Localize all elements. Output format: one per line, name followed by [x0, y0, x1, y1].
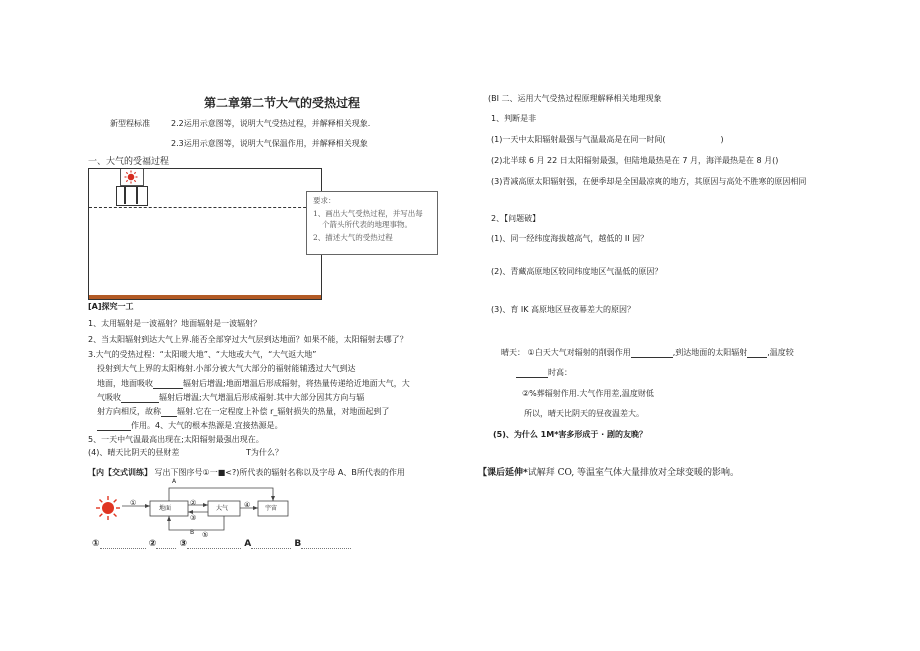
answer-label-b: B [294, 539, 302, 549]
requirement-2: 2、描述大气的受热过程 [313, 233, 393, 242]
sunny-2: 时高： [548, 368, 572, 377]
question-3-line-2 [97, 379, 410, 389]
judge-item-3: (3)青减高原太阳辐射强，在便季却是全国最凉爽的地方，其原因与高处不胜寒的原因相同 [491, 177, 807, 186]
blank-ground-absorb[interactable] [153, 388, 183, 389]
answer-label-2: ② [148, 539, 157, 549]
question-5: 5、一天中气温最高出现在;太阳辐射最强出现在。 [88, 435, 264, 444]
page-title: 第二章第二节大气的受热过程 [204, 96, 361, 110]
exercise-heading: 【内【交式训练】 [88, 468, 152, 477]
standard-2-3: 2.3运用示意图等，说明大气保温作用，并解释相关现象 [171, 139, 368, 148]
requirements-heading: 要求： [313, 196, 336, 205]
q3-line-4b: 辐射.它在一定程度上补偿 r_辐射损失的热量，对地面起到了 [177, 407, 390, 416]
requirements-box [306, 191, 438, 255]
judge-heading: 1、判断是非 [491, 114, 537, 123]
q3-line-2b: 辐射后增温;地面增温后形成辐射，将热量传递给近地面大气，大 [183, 379, 410, 388]
requirement-1-cont: 个箭头所代表的地理事物。 [322, 220, 412, 229]
sunny-line-1 [501, 348, 794, 358]
q3-line-5a: 作用。4、大气的根本热源是.宜接热源是。 [131, 421, 283, 430]
sunny-line-3: ②%葬辐射作用.大气作用差,温度财低 [522, 389, 654, 398]
answer-blank-a[interactable] [251, 548, 291, 549]
q3-line-3a: 气吸收 [97, 393, 121, 402]
bracket-divider-right [136, 187, 138, 204]
question-3-line-5 [97, 421, 283, 431]
diagram-atmosphere-label: 大气 [216, 505, 229, 512]
diagram-number-3: ③ [190, 514, 197, 522]
sunny-1a: ①白天大气对辐射的削弱作用 [527, 348, 631, 357]
sunny-line-4: 所以，晴天比阴天的昼夜温差大。 [524, 409, 644, 418]
standard-2-2: 2.2运用示意图等，说明大气受热过程，并解释相关现象. [171, 119, 371, 128]
question-6-why: T为什么？ [246, 448, 283, 457]
atmosphere-top-line [89, 207, 321, 208]
blank-air-absorb[interactable] [121, 402, 159, 403]
diagram-number-1: ① [130, 499, 137, 507]
drawing-area-box [88, 168, 322, 300]
problem-heading: 2、【问题破】 [491, 214, 541, 223]
answer-blank-1[interactable] [100, 548, 146, 549]
sun-icon-small [96, 496, 120, 520]
judge-item-1-close: ) [720, 135, 724, 144]
question-3: 3.大气的受热过程：“太阳暖大地”、“大地或大气，“大气返大地” [88, 350, 317, 359]
answer-blank-3[interactable] [187, 548, 241, 549]
diagram-label-a: A [172, 478, 177, 485]
bracket-frame [116, 186, 148, 206]
blank-temp-high[interactable] [516, 377, 548, 378]
extension-label: 【课后延伸* [478, 468, 528, 478]
sunny-label: 晴天： [501, 348, 525, 357]
judge-item-1 [491, 135, 724, 145]
explore-heading: [A]探究一工 [88, 302, 134, 311]
answer-blank-b[interactable] [301, 548, 351, 549]
problem-5: (5)、为什么 1M*害多形成于 · 剧的友晚？ [493, 430, 647, 439]
sunny-line-2 [516, 368, 572, 378]
blank-counter-radiation[interactable] [161, 416, 177, 417]
extension-line [478, 468, 739, 478]
diagram-number-5: ⑤ [202, 531, 209, 539]
problem-1: (1)、同一经纬度海拔越高气，越低的 II 因？ [491, 234, 649, 243]
blank-weakening[interactable] [631, 357, 673, 358]
exercise-text: 写出下图序号①一■<?)所代表的辐射名称以及字母 A、B所代表的作用 [154, 468, 405, 477]
blank-solar-arrival[interactable] [747, 357, 767, 358]
answer-label-a: A [244, 539, 252, 549]
diagram-number-2: ② [190, 499, 197, 507]
sunny-1c: ,温度较 [767, 348, 794, 357]
q3-line-4a: 射方向相反，故称 [97, 407, 161, 416]
question-3-line-1: 投射到大气上界的太阳梅射.小部分被大气大部分的福射能辅透过大气到达 [97, 364, 356, 373]
ground-strip [89, 295, 321, 299]
answer-row [92, 539, 351, 549]
diagram-number-4: ④ [244, 501, 251, 509]
q3-line-3b: 辐射后增温;大气增温后形成福射.其中大部分因其方向与辐 [159, 393, 365, 402]
section-heading-1: 一、大气的受福过程 [88, 157, 170, 167]
question-1: 1、太用辐射是一波福射？地面辐射是一波辐射？ [88, 319, 262, 328]
q3-line-2a: 地面，地面吸收 [97, 379, 153, 388]
question-3-line-4 [97, 407, 389, 417]
problem-3: (3)、育 IK 高原地区昼夜幕差大的原因？ [491, 305, 636, 314]
question-3-line-3 [97, 393, 364, 403]
diagram-ground-label: 地面 [159, 505, 172, 512]
blank-effect[interactable] [97, 430, 131, 431]
curriculum-label: 新型程标准 [110, 119, 150, 128]
diagram-space-label: 宇宙 [265, 505, 278, 512]
diagram-label-b: B [190, 529, 195, 536]
question-6: (4)、晴天比阴天的昼财差 [88, 448, 180, 457]
extension-text: 试解拜 CO, 等温室气体大量排放对全球变暖的影响。 [527, 468, 740, 478]
problem-2: (2)、青藏高原地区较同纬度地区气温低的原因？ [491, 267, 663, 276]
judge-item-1-text: (1)一天中太阳辐射最强与气温最高是在同一时间( [491, 135, 666, 144]
sun-icon [124, 170, 138, 184]
requirement-1: 1、画出大气受热过程，并写出每 [313, 209, 423, 218]
answer-label-3: ③ [179, 539, 188, 549]
question-2: 2、当太阳辐射到达大气上界.能否全部穿过大气层到达地面？如果不能，太阳辐射去哪了？ [88, 335, 408, 344]
answer-label-1: ① [92, 539, 100, 549]
bracket-divider-left [124, 187, 126, 204]
judge-item-2: (2)北半球 6 月 22 日太阳辐射最强，但陆地最热是在 7 月，海洋最热是在 8 月() [491, 156, 779, 165]
sunny-1b: ,到达地面的太阳辐射 [672, 348, 748, 357]
section-b-heading: (BI 二、运用大气受热过程原理解释相关地理现象 [488, 94, 662, 103]
exercise-line [88, 468, 405, 478]
answer-blank-2[interactable] [156, 548, 176, 549]
